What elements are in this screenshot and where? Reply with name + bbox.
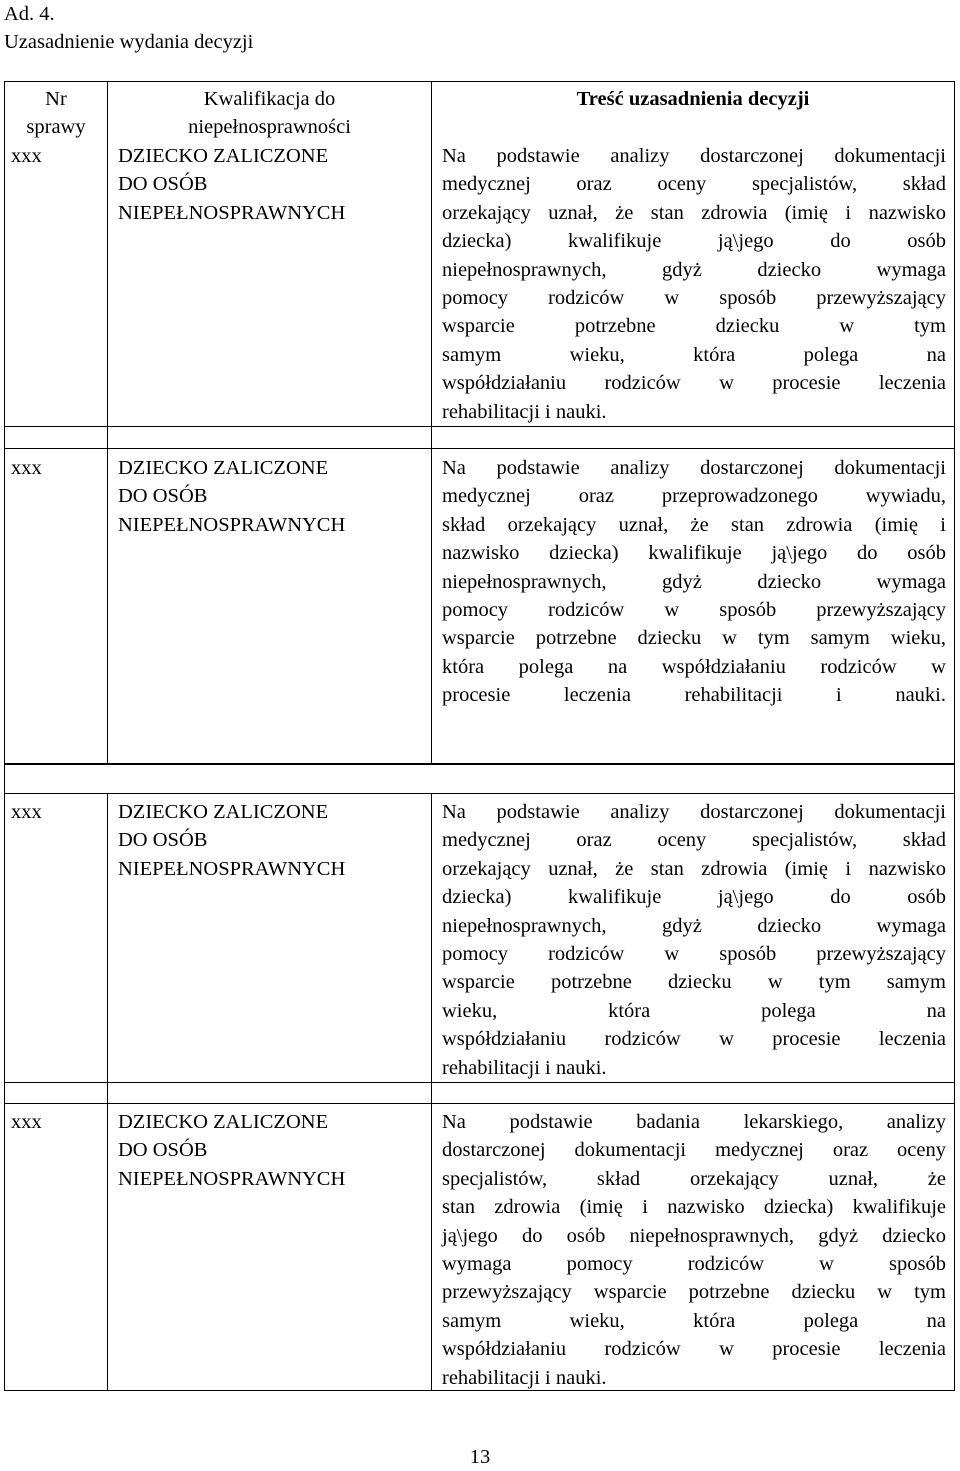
header-nr-sprawy: Nr sprawy xyxy=(26,88,86,139)
row-divider xyxy=(5,793,954,794)
row4-kwalifikacja: DZIECKO ZALICZONE DO OSÓB NIEPEŁNOSPRAWNYCH xyxy=(118,1111,346,1190)
header-kwalifikacja: Kwalifikacja do niepełnosprawności xyxy=(188,88,351,139)
column-divider xyxy=(431,793,432,1390)
row4-tresc: Na podstawie badania lekarskiego, analizy dostarczonej dokumentacji medycznej oraz oceny specjalistów, skład orzekający uznał, że stan zdrowia (imię i nazwisko dziecka) kwalifikuje ją\jego do osób niepełnosprawnych, gdyż dziecko wymaga pomocy rodziców w sposób przewyższający wsparcie potrzebne dziecku w tym samym wieku, która polega na współdziałaniu rodziców w procesie leczenia rehabilitacji i nauki. xyxy=(442,1111,946,1389)
section-title: Uzasadnienie wydania decyzji xyxy=(4,31,254,53)
row2-tresc: Na podstawie analizy dostarczonej dokumentacji medycznej oraz przeprowadzonego wywiadu, skład orzekający uznał, że stan zdrowia (imię i nazwisko dziecka) kwalifikuje ją\jego do osób niepełnosprawnych, gdyż dziecko wymaga pomocy rodziców w sposób przewyższający wsparcie potrzebne dziecku w tym samym wieku, która polega na współdziałaniu rodziców w procesie leczenia rehabilitacji i nauki. xyxy=(442,457,946,707)
row2-kwalifikacja: DZIECKO ZALICZONE DO OSÓB NIEPEŁNOSPRAWNYCH xyxy=(118,457,346,536)
row-divider xyxy=(5,448,954,449)
decision-table-upper xyxy=(4,81,955,764)
header-tresc: Treść uzasadnienia decyzji xyxy=(576,88,810,110)
column-divider xyxy=(431,82,432,763)
row3-kwalifikacja: DZIECKO ZALICZONE DO OSÓB NIEPEŁNOSPRAWNYCH xyxy=(118,801,346,880)
row3-tresc: Na podstawie analizy dostarczonej dokumentacji medycznej oraz oceny specjalistów, skład orzekający uznał, że stan zdrowia (imię i nazwisko dziecka) kwalifikuje ją\jego do osób niepełnosprawnych, gdyż dziecko wymaga pomocy rodziców w sposób przewyższający wsparcie potrzebne dziecku w tym samym wieku, która polega na współdziałaniu rodziców w procesie leczenia rehabilitacji i nauki. xyxy=(442,801,946,1079)
row1-tresc: Na podstawie analizy dostarczonej dokumentacji medycznej oraz oceny specjalistów, skład orzekający uznał, że stan zdrowia (imię i nazwisko dziecka) kwalifikuje ją\jego do osób niepełnosprawnych, gdyż dziecko wymaga pomocy rodziców w sposób przewyższający wsparcie potrzebne dziecku w tym samym wieku, która polega na współdziałaniu rodziców w procesie leczenia rehabilitacji i nauki. xyxy=(442,145,946,423)
row-divider xyxy=(5,1103,954,1104)
decision-table-lower xyxy=(4,764,955,1391)
row3-nr: xxx xyxy=(11,801,42,823)
row2-nr: xxx xyxy=(11,457,42,479)
page-number: 13 xyxy=(469,1446,491,1468)
row1-kwalifikacja: DZIECKO ZALICZONE DO OSÓB NIEPEŁNOSPRAWNYCH xyxy=(118,145,346,224)
column-divider xyxy=(107,793,108,1390)
column-divider xyxy=(107,82,108,763)
row1-nr: xxx xyxy=(11,145,42,167)
row4-nr: xxx xyxy=(11,1111,42,1133)
section-number: Ad. 4. xyxy=(4,3,55,25)
row-divider xyxy=(5,426,954,427)
row-divider xyxy=(5,1082,954,1083)
